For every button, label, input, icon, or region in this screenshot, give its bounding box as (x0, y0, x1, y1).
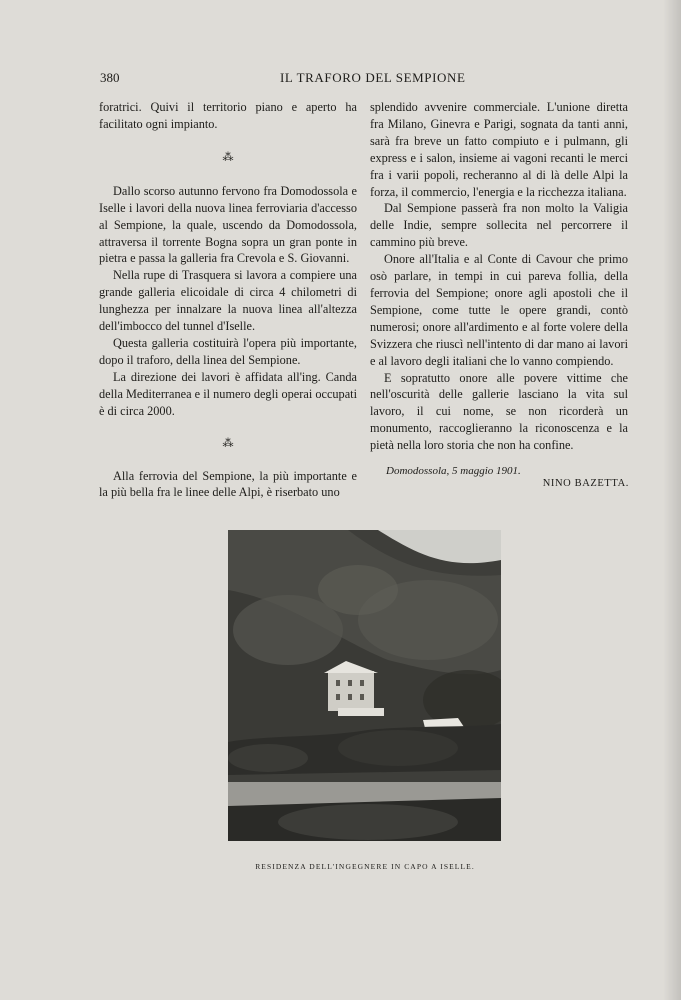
paragraph: Dallo scorso autunno fervono fra Domodossola e Iselle i lavori della nuova linea ferroviaria d'accesso al Sempione, la quale, uscendo da Domodossola, attraversa il torrente Bogna sopra un gran ponte in pietra e passa la galleria fra Crevola e S. Giovanni. (99, 183, 357, 266)
paragraph: foratrici. Quivi il territorio piano e aperto ha facilitato ogni impianto. (99, 100, 357, 131)
photo-illustration (228, 530, 501, 841)
section-separator (99, 420, 357, 468)
paragraph: E sopratutto onore alle povere vittime che nell'oscurità delle gallerie lasciano la vita sul lavoro, il cui nome, se non ricorderà un monumento, raccoglieranno la riconoscenza e la pietà nella loro storia che non ha confine. (370, 370, 628, 453)
running-title: IL TRAFORO DEL SEMPIONE (280, 70, 466, 85)
paragraph: La direzione dei lavori è affidata all'ing. Canda della Mediterranea e il numero degli operai occupati è di circa 2000. (99, 369, 357, 418)
paragraph: Alla ferrovia del Sempione, la più importante e la più bella fra le linee delle Alpi, è riserbato uno (99, 468, 357, 500)
figure-caption: RESIDENZA DELL'INGEGNERE IN CAPO A ISELLE. (255, 862, 475, 871)
asterism-glyph: ⁂ (222, 151, 234, 164)
right-column (370, 99, 628, 497)
paragraph: Nella rupe di Trasquera si lavora a compiere una grande galleria elicoidale di circa 4 chilometri di lunghezza per innalzare la nuova linea all'altezza dell'imbocco del tunnel d'Iselle. (99, 268, 357, 334)
dateline: Domodossola, 5 maggio 1901. (386, 465, 521, 478)
asterism-glyph: ⁂ (222, 437, 234, 449)
signature-block (370, 463, 628, 497)
paragraph: Dal Sempione passerà fra non molto la Valigia delle Indie, sempre sollecita nel percorrere il cammino più breve. (370, 201, 628, 250)
left-column (99, 99, 357, 501)
photograph (228, 530, 501, 841)
page-number: 380 (100, 70, 120, 85)
page-edge-shadow (663, 0, 681, 1000)
paragraph: Onore all'Italia e al Conte di Cavour che primo osò parlare, in tempi in cui pareva follia, della ferrovia del Sempione; onore agli apostoli che il Sempione, come tutte le opere grandi, contò numerosi; onore all'ardimento e al forte volere della Svizzera che riuscì nell'intento di dar mano ai lavori e al lavoro degli italiani che lo vanno compiendo. (370, 252, 628, 368)
paragraph: splendido avvenire commerciale. L'unione diretta fra Milano, Ginevra e Parigi, sognata da tanti anni, sarà fra breve un fatto compiuto e i pulmann, gli express e i salon, insieme ai vagoni recanti le merci fra i varii popoli, recheranno al di là delle Alpi la forza, il commercio, l'energia e la ricchezza italiana. (370, 100, 628, 199)
author-name: NINO BAZETTA. (542, 478, 629, 490)
section-separator (99, 133, 357, 183)
paragraph: Questa galleria costituirà l'opera più importante, dopo il traforo, della linea del Sempione. (99, 335, 357, 367)
page-header (100, 70, 620, 86)
